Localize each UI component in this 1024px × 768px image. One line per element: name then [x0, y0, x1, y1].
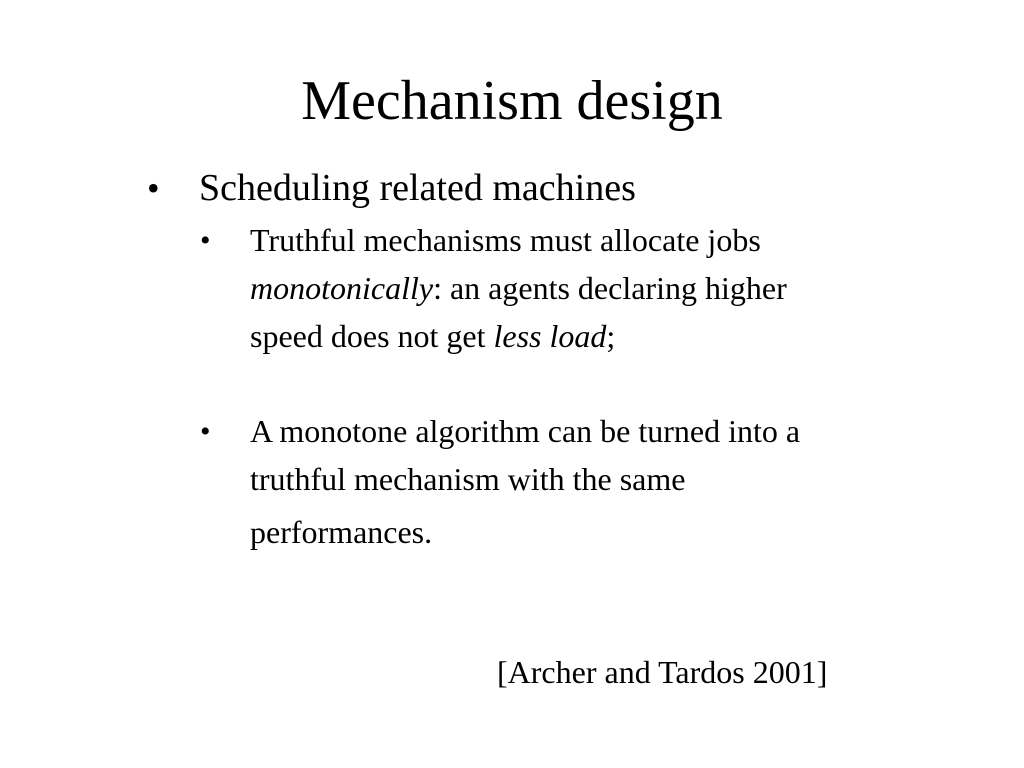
- sub-bullet-1-line-2-rest: : an agents declaring higher: [433, 270, 787, 306]
- sub-bullet-point-icon: •: [200, 415, 211, 448]
- citation: [Archer and Tardos 2001]: [497, 654, 828, 690]
- sub-bullet-2-line-1: A monotone algorithm can be turned into a: [250, 413, 801, 449]
- sub-bullet-1-line-3: [250, 316, 615, 356]
- sub-bullet-1-line-2: [250, 268, 787, 308]
- sub-bullet-1-line-3-end: ;: [606, 318, 616, 354]
- emphasis-less-load: less load: [493, 318, 607, 354]
- bullet-scheduling-related-machines: Scheduling related machines: [199, 167, 636, 209]
- emphasis-monotonically: monotonically: [250, 270, 434, 306]
- slide-title: Mechanism design: [301, 70, 723, 132]
- bullet-point-icon: •: [147, 168, 160, 208]
- sub-bullet-2-line-3: performances.: [250, 514, 433, 550]
- sub-bullet-point-icon: •: [200, 224, 211, 257]
- sub-bullet-2-line-2: truthful mechanism with the same: [250, 461, 686, 497]
- sub-bullet-1-line-1: Truthful mechanisms must allocate jobs: [250, 222, 761, 258]
- sub-bullet-1-line-3-start: speed does not get: [250, 318, 494, 354]
